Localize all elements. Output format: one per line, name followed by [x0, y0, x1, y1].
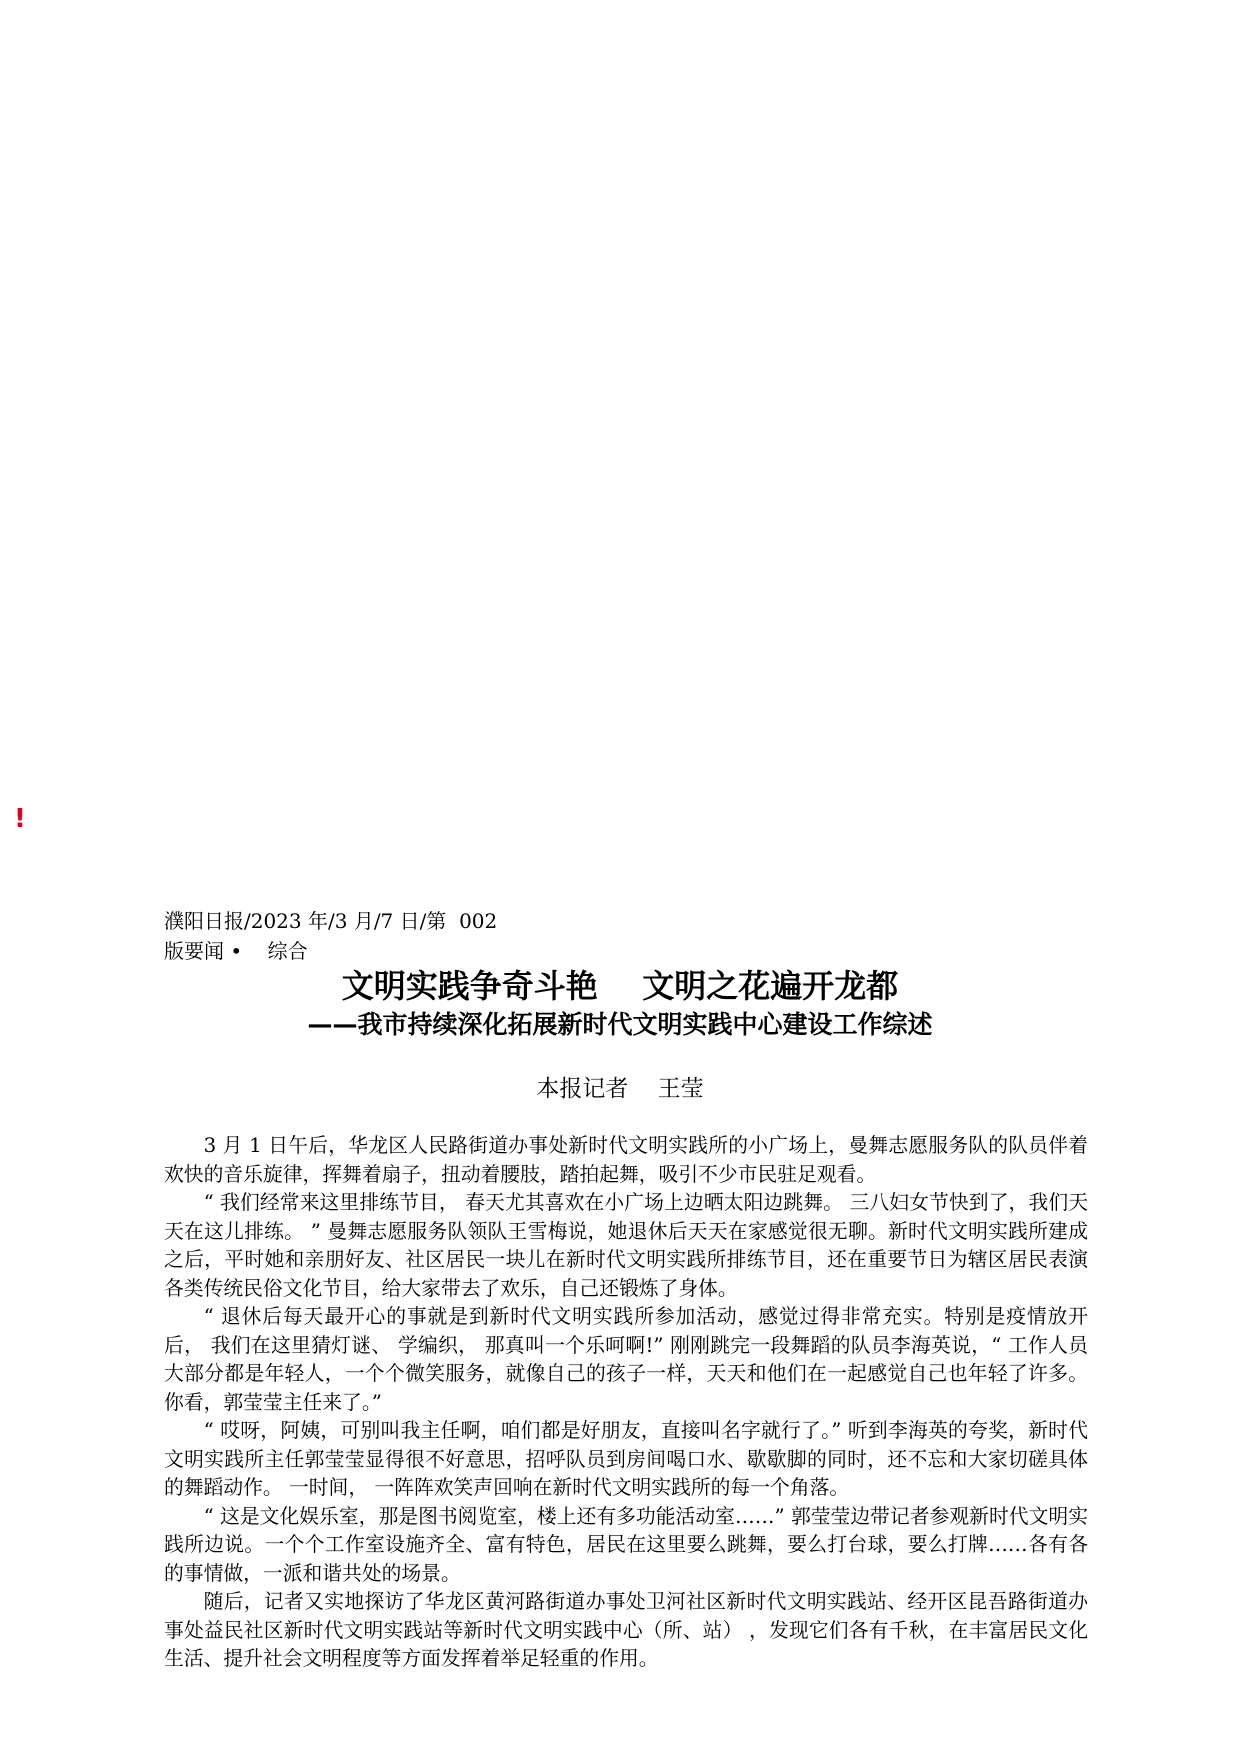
source-line-2: 版要闻 • 综合 [164, 939, 308, 963]
article-title: 文明实践争奇斗艳 文明之花遍开龙都 [341, 967, 899, 1005]
paragraph: “ 哎呀，阿姨，可别叫我主任啊，咱们都是好朋友，直接叫名字就行了。” 听到李海英的夸奖，新时代文明实践所主任郭莹莹显得很不好意思，招呼队员到房间喝口水、歇歇脚的同时，还不忘和大家切磋具体的舞蹈动作。 一时间， 一阵阵欢笑声回响在新时代文明实践所的每一个角落。 [164, 1419, 1088, 1499]
paragraph: 3 月 1 日午后，华龙区人民路街道办事处新时代文明实践所的小广场上，曼舞志愿服务队的队员伴着欢快的音乐旋律，挥舞着扇子，扭动着腰肢，踏拍起舞，吸引不少市民驻足观看。 [164, 1134, 1088, 1186]
paragraph: “ 退休后每天最开心的事就是到新时代文明实践所参加活动，感觉过得非常充实。特别是疫情放开后， 我们在这里猜灯谜、 学编织， 那真叫一个乐呵啊!” 刚刚跳完一段舞蹈的队员李海英说，“ 工作人员大部分都是年轻人，一个个微笑服务，就像自己的孩子一样，天天和他们在一起感觉自己也年轻了许多。你看，郭莹莹主任来了。” [164, 1305, 1088, 1414]
byline: 本报记者 王莹 [536, 1076, 704, 1102]
paragraph: “ 这是文化娱乐室，那是图书阅览室，楼上还有多功能活动室……” 郭莹莹边带记者参观新时代文明实践所边说。一个个工作室设施齐全、富有特色，居民在这里要么跳舞，要么打台球，要么打牌……各有各的事情做，一派和谐共处的场景。 [164, 1504, 1088, 1585]
source-info [164, 906, 497, 966]
red-exclamation-mark: ! [14, 804, 26, 834]
paragraph: “ 我们经常来这里排练节目， 春天尤其喜欢在小广场上边晒太阳边跳舞。 三八妇女节快到了，我们天天在这儿排练。 ” 曼舞志愿服务队领队王雪梅说，她退休后天天在家感觉很无聊。新时代文明实践所建成之后，平时她和亲朋好友、社区居民一块儿在新时代文明实践所排练节目，还在重要节日为辖区居民表演各类传统民俗文化节目，给大家带去了欢乐，自己还锻炼了身体。 [164, 1191, 1088, 1300]
paragraph: 随后，记者又实地探访了华龙区黄河路街道办事处卫河社区新时代文明实践站、经开区昆吾路街道办事处益民社区新时代文明实践站等新时代文明实践中心（所、站） ，发现它们各有千秋，在丰富居民文化生活、提升社会文明程度等方面发挥着举足轻重的作用。 [164, 1590, 1088, 1670]
article-body [164, 1132, 1088, 1674]
article-subtitle: ——我市持续深化拓展新时代文明实践中心建设工作综述 [307, 1010, 933, 1039]
source-line-1: 濮阳日报/2023 年/3 月/7 日/第 002 [164, 909, 498, 933]
